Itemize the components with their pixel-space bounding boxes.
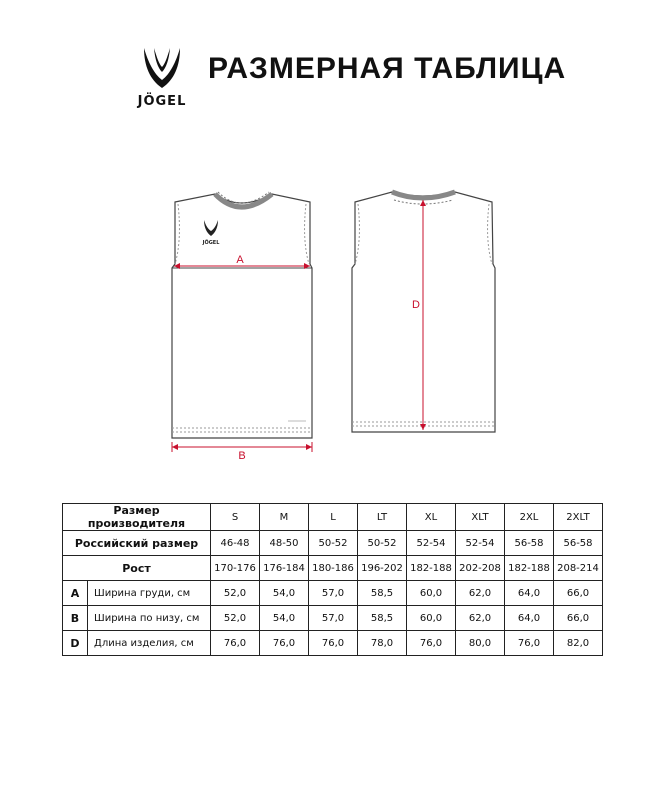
height-cell: 202-208 <box>456 556 505 581</box>
brand-logo <box>128 46 196 114</box>
measure-cell: 60,0 <box>407 606 456 631</box>
measure-cell: 66,0 <box>554 581 603 606</box>
height-cell: 196-202 <box>358 556 407 581</box>
measure-cell: 64,0 <box>505 581 554 606</box>
table-row-russian <box>63 531 603 556</box>
measure-letter: A <box>63 581 88 606</box>
measure-cell: 76,0 <box>505 631 554 656</box>
measure-label: Ширина по низу, см <box>88 606 211 631</box>
garment-diagram <box>160 180 505 465</box>
ru-size-cell: 50-52 <box>358 531 407 556</box>
ru-size-cell: 46-48 <box>211 531 260 556</box>
size-table <box>62 503 603 656</box>
bottom-label: B <box>238 450 246 462</box>
height-cell: 176-184 <box>260 556 309 581</box>
table-row-height <box>63 556 603 581</box>
table-row-measure-a <box>63 581 603 606</box>
page-title: РАЗМЕРНАЯ ТАБЛИЦА <box>208 52 567 85</box>
header-label: Размер производителя <box>63 504 211 531</box>
measure-letter: B <box>63 606 88 631</box>
ru-size-label: Российский размер <box>63 531 211 556</box>
measure-cell: 60,0 <box>407 581 456 606</box>
table-row-measure-d <box>63 631 603 656</box>
front-view <box>172 192 312 462</box>
size-cell: 2XL <box>505 504 554 531</box>
measure-cell: 76,0 <box>211 631 260 656</box>
height-cell: 208-214 <box>554 556 603 581</box>
size-cell: L <box>309 504 358 531</box>
measure-cell: 52,0 <box>211 606 260 631</box>
height-cell: 182-188 <box>407 556 456 581</box>
size-cell: S <box>211 504 260 531</box>
front-logo-text: JÖGEL <box>202 240 220 246</box>
logo-text: JÖGEL <box>137 94 187 109</box>
height-cell: 182-188 <box>505 556 554 581</box>
table-row-manufacturer <box>63 504 603 531</box>
height-label: Рост <box>63 556 211 581</box>
measure-cell: 52,0 <box>211 581 260 606</box>
measure-label: Ширина груди, см <box>88 581 211 606</box>
measure-cell: 82,0 <box>554 631 603 656</box>
measure-cell: 57,0 <box>309 606 358 631</box>
measure-cell: 76,0 <box>309 631 358 656</box>
table-row-measure-b <box>63 606 603 631</box>
ru-size-cell: 52-54 <box>456 531 505 556</box>
size-cell: XLT <box>456 504 505 531</box>
jogel-emblem-icon <box>140 46 184 90</box>
front-outline <box>172 194 312 438</box>
ru-size-cell: 56-58 <box>554 531 603 556</box>
measure-cell: 58,5 <box>358 606 407 631</box>
chest-label: A <box>236 254 244 266</box>
measure-cell: 80,0 <box>456 631 505 656</box>
measure-cell: 64,0 <box>505 606 554 631</box>
measure-cell: 58,5 <box>358 581 407 606</box>
height-cell: 170-176 <box>211 556 260 581</box>
size-cell: LT <box>358 504 407 531</box>
back-view <box>352 192 495 432</box>
measure-cell: 78,0 <box>358 631 407 656</box>
measure-cell: 54,0 <box>260 606 309 631</box>
measure-cell: 62,0 <box>456 606 505 631</box>
ru-size-cell: 56-58 <box>505 531 554 556</box>
measure-cell: 76,0 <box>407 631 456 656</box>
height-cell: 180-186 <box>309 556 358 581</box>
ru-size-cell: 52-54 <box>407 531 456 556</box>
measure-cell: 57,0 <box>309 581 358 606</box>
size-cell: M <box>260 504 309 531</box>
measure-label: Длина изделия, см <box>88 631 211 656</box>
size-cell: XL <box>407 504 456 531</box>
measure-cell: 66,0 <box>554 606 603 631</box>
ru-size-cell: 48-50 <box>260 531 309 556</box>
size-cell: 2XLT <box>554 504 603 531</box>
measure-letter: D <box>63 631 88 656</box>
length-label: D <box>412 299 420 311</box>
ru-size-cell: 50-52 <box>309 531 358 556</box>
measure-cell: 54,0 <box>260 581 309 606</box>
measure-cell: 76,0 <box>260 631 309 656</box>
measure-cell: 62,0 <box>456 581 505 606</box>
